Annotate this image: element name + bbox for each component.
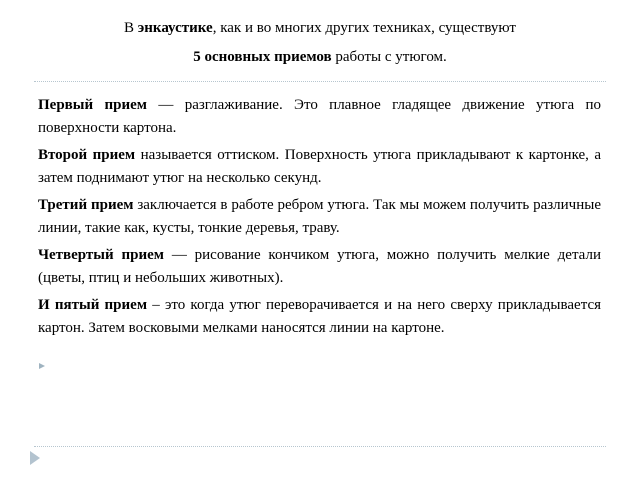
paragraph-1 [38, 94, 601, 139]
paragraph-1-text: — разглаживание. Это плавное гладящее движение утюга по поверхности картона. [38, 97, 602, 136]
paragraph-3-heading: Третий прием [38, 197, 134, 213]
triangle-bullet-icon [39, 363, 45, 369]
paragraph-2-heading: Второй прием [38, 147, 136, 163]
paragraph-2-text: называется оттиском. Поверхность утюга прикладывают к картонке, а затем поднимают утюг на несколько секунд. [38, 147, 601, 186]
title-line-1 [0, 14, 640, 43]
paragraph-5 [38, 294, 601, 339]
paragraph-4 [38, 244, 601, 289]
title-prefix: В [124, 20, 138, 36]
paragraph-3 [38, 194, 601, 239]
paragraph-3-text: заключается в работе ребром утюга. Так мы можем получить различные линии, такие как, кусты, тонкие деревья, траву. [38, 197, 601, 236]
paragraph-4-text: — рисование кончиком утюга, можно получить мелкие детали (цветы, птиц и небольших животных). [38, 247, 601, 286]
title-keyword: энкаустике [137, 20, 213, 36]
slide-content [38, 94, 601, 344]
title-count: 5 основных приемов [193, 49, 332, 65]
triangle-arrow-icon[interactable] [30, 451, 40, 465]
paragraph-5-heading: И пятый прием [38, 297, 148, 313]
bottom-divider [34, 446, 606, 447]
paragraph-2 [38, 144, 601, 189]
title-suffix: , как и во многих других техниках, существуют [212, 20, 516, 36]
paragraph-5-text: – это когда утюг переворачивается и на него сверху прикладывается картон. Затем восковыми мелками наносятся линии на картоне. [38, 297, 601, 336]
paragraph-4-heading: Четвертый прием [38, 247, 164, 263]
title-line-2-suffix: работы с утюгом. [331, 49, 447, 65]
top-divider [34, 81, 606, 82]
title-line-2 [0, 43, 640, 72]
paragraph-1-heading: Первый прием [38, 97, 147, 113]
slide-title [0, 14, 640, 72]
